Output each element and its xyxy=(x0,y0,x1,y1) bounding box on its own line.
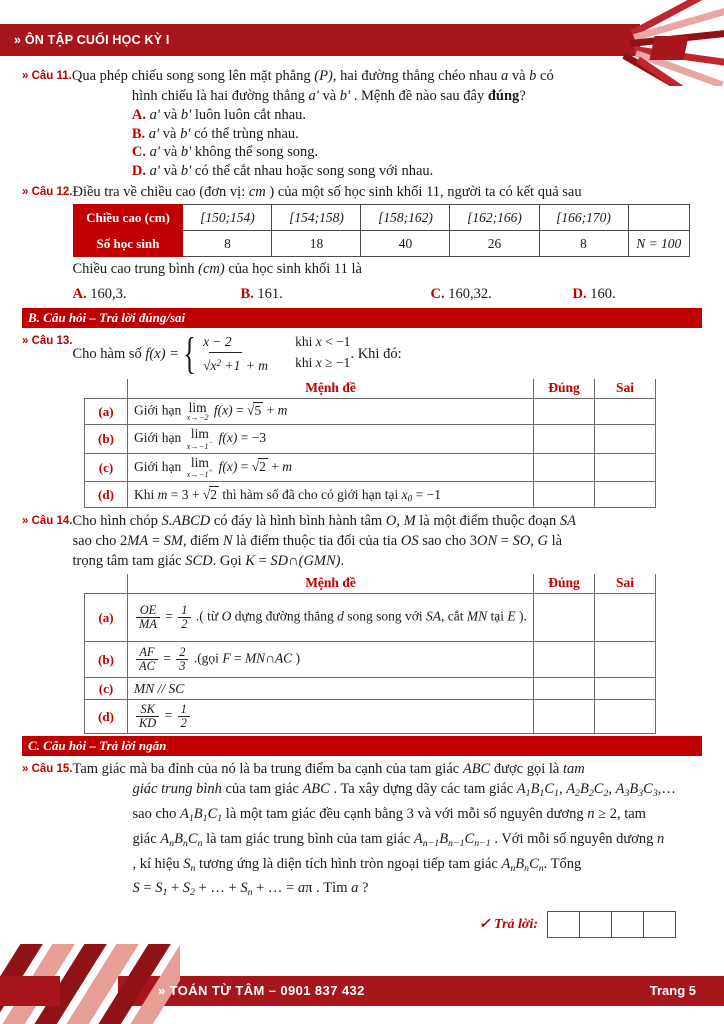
q14-col-statement: Mệnh đề xyxy=(128,574,534,594)
bin-0: [150;154) xyxy=(200,209,255,225)
table-row-counts xyxy=(73,231,690,257)
q13-row-c-text: Giới hạn lim x→−1+ f(x) = √2 + m xyxy=(128,453,534,482)
table-row xyxy=(85,453,656,482)
option-d[interactable]: D. a' và b' có thể cắt nhau hoặc song song với nhau. xyxy=(131,162,434,179)
bin-1: [154;158) xyxy=(289,209,344,225)
q13-corner xyxy=(85,379,128,399)
count-3: 26 xyxy=(450,231,539,257)
q13-col-true: Đúng xyxy=(534,379,595,399)
answer-boxes xyxy=(548,911,676,938)
table-row xyxy=(85,425,656,454)
question-14-statement-table xyxy=(84,574,656,734)
table-row xyxy=(85,594,656,642)
question-14-line1: Cho hình chóp S.ABCD có đáy là hình bình hành tâm O, M là một điểm thuộc đoạn SA xyxy=(72,513,576,530)
q14-row-d-index: (d) xyxy=(85,700,128,734)
q14-corner xyxy=(85,574,128,594)
q13-col-statement: Mệnh đề xyxy=(128,379,534,399)
q14-row-a-text: $\frac{OE}{MA}$ = $\frac{1}{2}$ .( từ O dựng đường thẳng d song song với SA, cắt MN tại E ). xyxy=(128,594,534,642)
q14-row-a-true-cell[interactable] xyxy=(534,594,595,642)
q13-row-c-true-cell[interactable] xyxy=(534,453,595,482)
question-11-label: » Câu 11. xyxy=(22,70,72,82)
q14-row-a-index: (a) xyxy=(85,594,128,642)
q13-row-d-true-cell[interactable] xyxy=(534,482,595,508)
table-row xyxy=(85,700,656,734)
option-a[interactable]: A. a' và b' luôn luôn cắt nhau. xyxy=(131,107,307,123)
section-c-header: C. Câu hỏi – Trả lời ngắn xyxy=(22,736,702,756)
q14-col-true: Đúng xyxy=(534,574,595,594)
q14-row-c-true-cell[interactable] xyxy=(534,678,595,700)
q14-row-c-text: MN // SC xyxy=(128,678,534,700)
count-0: 8 xyxy=(183,231,272,257)
q14-row-b-index: (b) xyxy=(85,642,128,678)
q13-row-b-true-cell[interactable] xyxy=(534,425,595,454)
bin-4: [166;170) xyxy=(556,209,611,225)
count-2: 40 xyxy=(361,231,450,257)
answer-cell-4[interactable] xyxy=(643,911,676,938)
answer-cell-1[interactable] xyxy=(547,911,580,938)
answer-cell-3[interactable] xyxy=(611,911,644,938)
row-header-height: Chiều cao (cm) xyxy=(73,205,183,231)
table-row-heights xyxy=(73,205,690,231)
question-12 xyxy=(0,182,724,304)
question-15 xyxy=(0,759,724,903)
question-15-line2: giác trung bình của tam giác ABC . Ta xây dựng dãy các tam giác $A_1B_1C_1$, $A_2B_2C_2$, $A_3B_3C_3,\dots$ xyxy=(132,781,676,800)
bin-2: [158;162) xyxy=(378,209,433,225)
q13-row-b-index: (b) xyxy=(85,425,128,454)
question-13-stem: Cho hàm số f(x) = { x − 2 khi x < −1 $√x^2 +1 + m$ khi x ≥ −1 . Khi đó: xyxy=(72,328,402,378)
q14-row-b-true-cell[interactable] xyxy=(534,642,595,678)
question-13 xyxy=(0,328,724,378)
option-c[interactable]: C. a' và b' không thể song song. xyxy=(131,144,319,160)
question-11-line2: hình chiếu là hai đường thẳng a' và b' . Mệnh đề nào sau đây đúng? xyxy=(131,88,526,104)
question-12-substem: Chiều cao trung bình (cm) của học sinh khối 11 là xyxy=(72,261,362,277)
question-14-line2: sao cho 2MA = SM, điểm N là điểm thuộc tia đối của tia OS sao cho 3ON = SO, G là xyxy=(72,533,563,550)
q12-option-a[interactable]: A. 160,3. xyxy=(72,286,127,302)
q13-row-a-text: Giới hạn lim x→−2 f(x) = √5 + m xyxy=(128,399,534,425)
count-total: N = 100 xyxy=(628,231,689,257)
count-4: 8 xyxy=(539,231,628,257)
q13-row-d-text: Khi m = 3 + √2 thì hàm số đã cho có giới hạn tại $x_0 = -1$ xyxy=(128,482,534,508)
frequency-table xyxy=(73,204,691,257)
footer-page-number: Trang 5 xyxy=(649,983,696,998)
page-footer xyxy=(0,944,724,1024)
question-14-line3: trọng tâm tam giác SCD. Gọi K = SD∩(GMN). xyxy=(72,553,345,570)
answer-label: ✓ Trả lời: xyxy=(478,917,538,933)
q14-row-b-text: $\frac{AF}{AC}$ = $\frac{2}{3}$ .(gọi F = MN∩AC ) xyxy=(128,642,534,678)
document-body xyxy=(0,66,724,938)
footer-title: » TOÁN TỪ TÂM – 0901 837 432 xyxy=(158,983,365,998)
question-11-options xyxy=(0,106,724,180)
q13-row-b-text: Giới hạn lim x→−1− f(x) = −3 xyxy=(128,425,534,454)
question-15-line3: sao cho $A_1B_1C_1$ là một tam giác đều cạnh bằng 3 và với mỗi số nguyên dương n ≥ 2, tam xyxy=(132,806,646,824)
count-1: 18 xyxy=(272,231,361,257)
table-row xyxy=(85,642,656,678)
q14-row-d-true-cell[interactable] xyxy=(534,700,595,734)
bin-3: [162;166) xyxy=(467,209,522,225)
table-row xyxy=(85,399,656,425)
question-15-label: » Câu 15. xyxy=(22,763,73,776)
row-header-count: Số học sinh xyxy=(73,231,183,257)
q14-row-c-false-cell[interactable] xyxy=(595,678,656,700)
question-15-line4: giác $A_nB_nC_n$ là tam giác trung bình của tam giác $A_{n-1}B_{n-1}C_{n-1}$ . Với mỗi số nguyên dương n xyxy=(132,830,665,849)
q13-row-d-index: (d) xyxy=(85,482,128,508)
q13-row-a-true-cell[interactable] xyxy=(534,399,595,425)
question-11 xyxy=(0,66,724,106)
q12-option-b[interactable]: B. 161. xyxy=(240,286,283,302)
q14-row-b-false-cell[interactable] xyxy=(595,642,656,678)
q13-row-b-false-cell[interactable] xyxy=(595,425,656,454)
q12-option-c[interactable]: C. 160,32. xyxy=(430,286,492,302)
question-11-line1: Qua phép chiếu song song lên mặt phẳng (P), hai đường thẳng chéo nhau a và b có xyxy=(71,68,554,84)
question-13-label: » Câu 13. xyxy=(22,335,73,347)
q14-row-d-false-cell[interactable] xyxy=(595,700,656,734)
option-b[interactable]: B. a' và b' có thể trùng nhau. xyxy=(131,125,299,142)
q13-col-false: Sai xyxy=(595,379,656,399)
page-header xyxy=(0,24,724,56)
q13-row-c-false-cell[interactable] xyxy=(595,453,656,482)
q14-col-false: Sai xyxy=(595,574,656,594)
q12-option-d[interactable]: D. 160. xyxy=(572,286,616,302)
question-15-line6: $S = S_1 + S_2$ + … + $S_n$ + … = aπ . Tìm a ? xyxy=(132,880,369,899)
question-14 xyxy=(0,511,724,571)
q14-row-c-index: (c) xyxy=(85,678,128,700)
question-12-stem: Điều tra về chiều cao (đơn vị: cm ) của một số học sinh khối 11, người ta có kết quả sau xyxy=(72,184,582,200)
q14-row-a-false-cell[interactable] xyxy=(595,594,656,642)
answer-cell-2[interactable] xyxy=(579,911,612,938)
question-15-line1: Tam giác mà ba đỉnh của nó là ba trung điểm ba cạnh của tam giác ABC được gọi là tam xyxy=(72,761,585,778)
section-b-header: B. Câu hỏi – Trả lời đúng/sai xyxy=(22,308,702,328)
question-15-answer-row xyxy=(0,903,724,938)
bin-blank xyxy=(628,205,689,231)
question-13-statement-table xyxy=(84,379,656,508)
table-row xyxy=(85,482,656,508)
question-14-label: » Câu 14. xyxy=(22,515,73,528)
q13-row-a-index: (a) xyxy=(85,399,128,425)
q13-row-c-index: (c) xyxy=(85,453,128,482)
q13-row-d-false-cell[interactable] xyxy=(595,482,656,508)
question-12-label: » Câu 12. xyxy=(22,186,73,198)
q14-row-d-text: $\frac{SK}{KD}$ = $\frac{1}{2}$ xyxy=(128,700,534,734)
table-row xyxy=(85,678,656,700)
q13-row-a-false-cell[interactable] xyxy=(595,399,656,425)
question-15-line5: , kí hiệu $S_n$ tương ứng là diện tích hình tròn ngoại tiếp tam giác $A_nB_nC_n$. Tổng xyxy=(132,855,582,874)
header-title: » ÔN TẬP CUỐI HỌC KỲ I xyxy=(14,33,170,47)
footer-decoration-icon xyxy=(0,944,180,1024)
